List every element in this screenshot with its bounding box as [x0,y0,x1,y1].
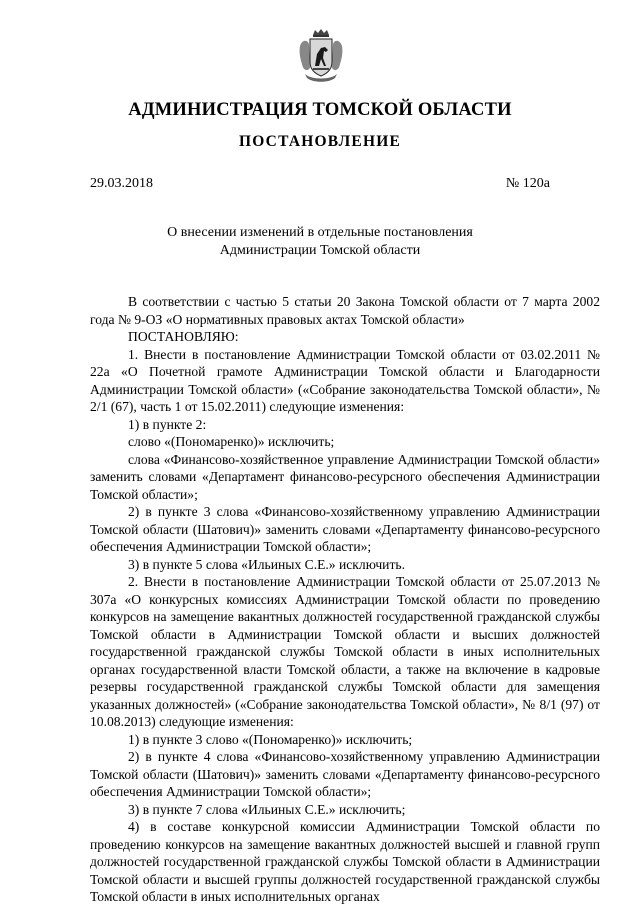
paragraph: 1) в пункте 2: [128,416,207,432]
document-title [0,224,640,260]
paragraph: слово «(Пономаренко)» исключить; [128,434,335,449]
paragraph: 3) в пункте 7 слова «Ильиных С.Е.» исключить; [128,801,406,817]
paragraph: В соответствии с частью 5 статьи 20 Закона Томской области от 7 марта 2002 года № 9-ОЗ «О нормативных правовых актах Томской области» [90,294,600,327]
paragraph: 2) в пункте 4 слова «Финансово-хозяйственному управлению Администрации Томской области (Шатович)» заменить словами «Департаменту финансово-ресурсного обеспечения Администрации Томской области»; [90,749,600,799]
document-date: 29.03.2018 [90,176,153,191]
document-body [90,293,600,906]
paragraph: ПОСТАНОВЛЯЮ: [128,329,239,344]
paragraph: слова «Финансово-хозяйственное управление Администрации Томской области» заменить словами «Департамент финансово-ресурсного обеспечения Администрации Томской области»; [90,451,600,502]
paragraph: 4) в составе конкурсной комиссии Администрации Томской области по проведению конкурсов на замещение вакантных должностей высшей и главной групп должностей государственной гражданской службы Томской области в Администрации Томской области и высшей группы должностей государственной гражданской службы Томской области в иных исполнительных органах [90,819,600,904]
coat-of-arms-icon [297,28,345,84]
paragraph: 2) в пункте 3 слова «Финансово-хозяйственному управлению Администрации Томской области (Шатович)» заменить словами «Департаменту финансово-ресурсного обеспечения Администрации Томской области»; [90,504,600,554]
organization-name: АДМИНИСТРАЦИЯ ТОМСКОЙ ОБЛАСТИ [128,100,512,120]
paragraph: 1) в пункте 3 слово «(Пономаренко)» исключить; [128,731,413,747]
title-line: Администрации Томской области [219,243,421,258]
document-number: № 120а [505,176,550,191]
title-line: О внесении изменений в отдельные постановления [167,225,473,240]
paragraph: 1. Внести в постановление Администрации Томской области от 03.02.2011 № 22а «О Почетной грамоте Администрации Томской области и Благодарности Администрации Томской области» («Собрание законодательства Томской области», № 2/1 (67), часть 1 от 15.02.2011) следующие изменения: [90,346,600,414]
paragraph: 2. Внести в постановление Администрации Томской области от 25.07.2013 № 307а «О конкурсных комиссиях Администрации Томской области по проведению конкурсов на замещение вакантных должностей государственной гражданской службы Томской области в Администрации Томской области и высших должностей государственной гражданской службы Томской области в иных исполнительных органах государственной власти Томской области, а также на включение в кадровые резервы государственной гражданской службы Томской области для замещения указанных должностей» («Собрание законодательства Томской области», № 8/1 (97) от 10.08.2013) следующие изменения: [90,574,600,729]
paragraph: 3) в пункте 5 слова «Ильиных С.Е.» исключить. [128,556,405,572]
document-type: ПОСТАНОВЛЕНИЕ [238,133,402,150]
